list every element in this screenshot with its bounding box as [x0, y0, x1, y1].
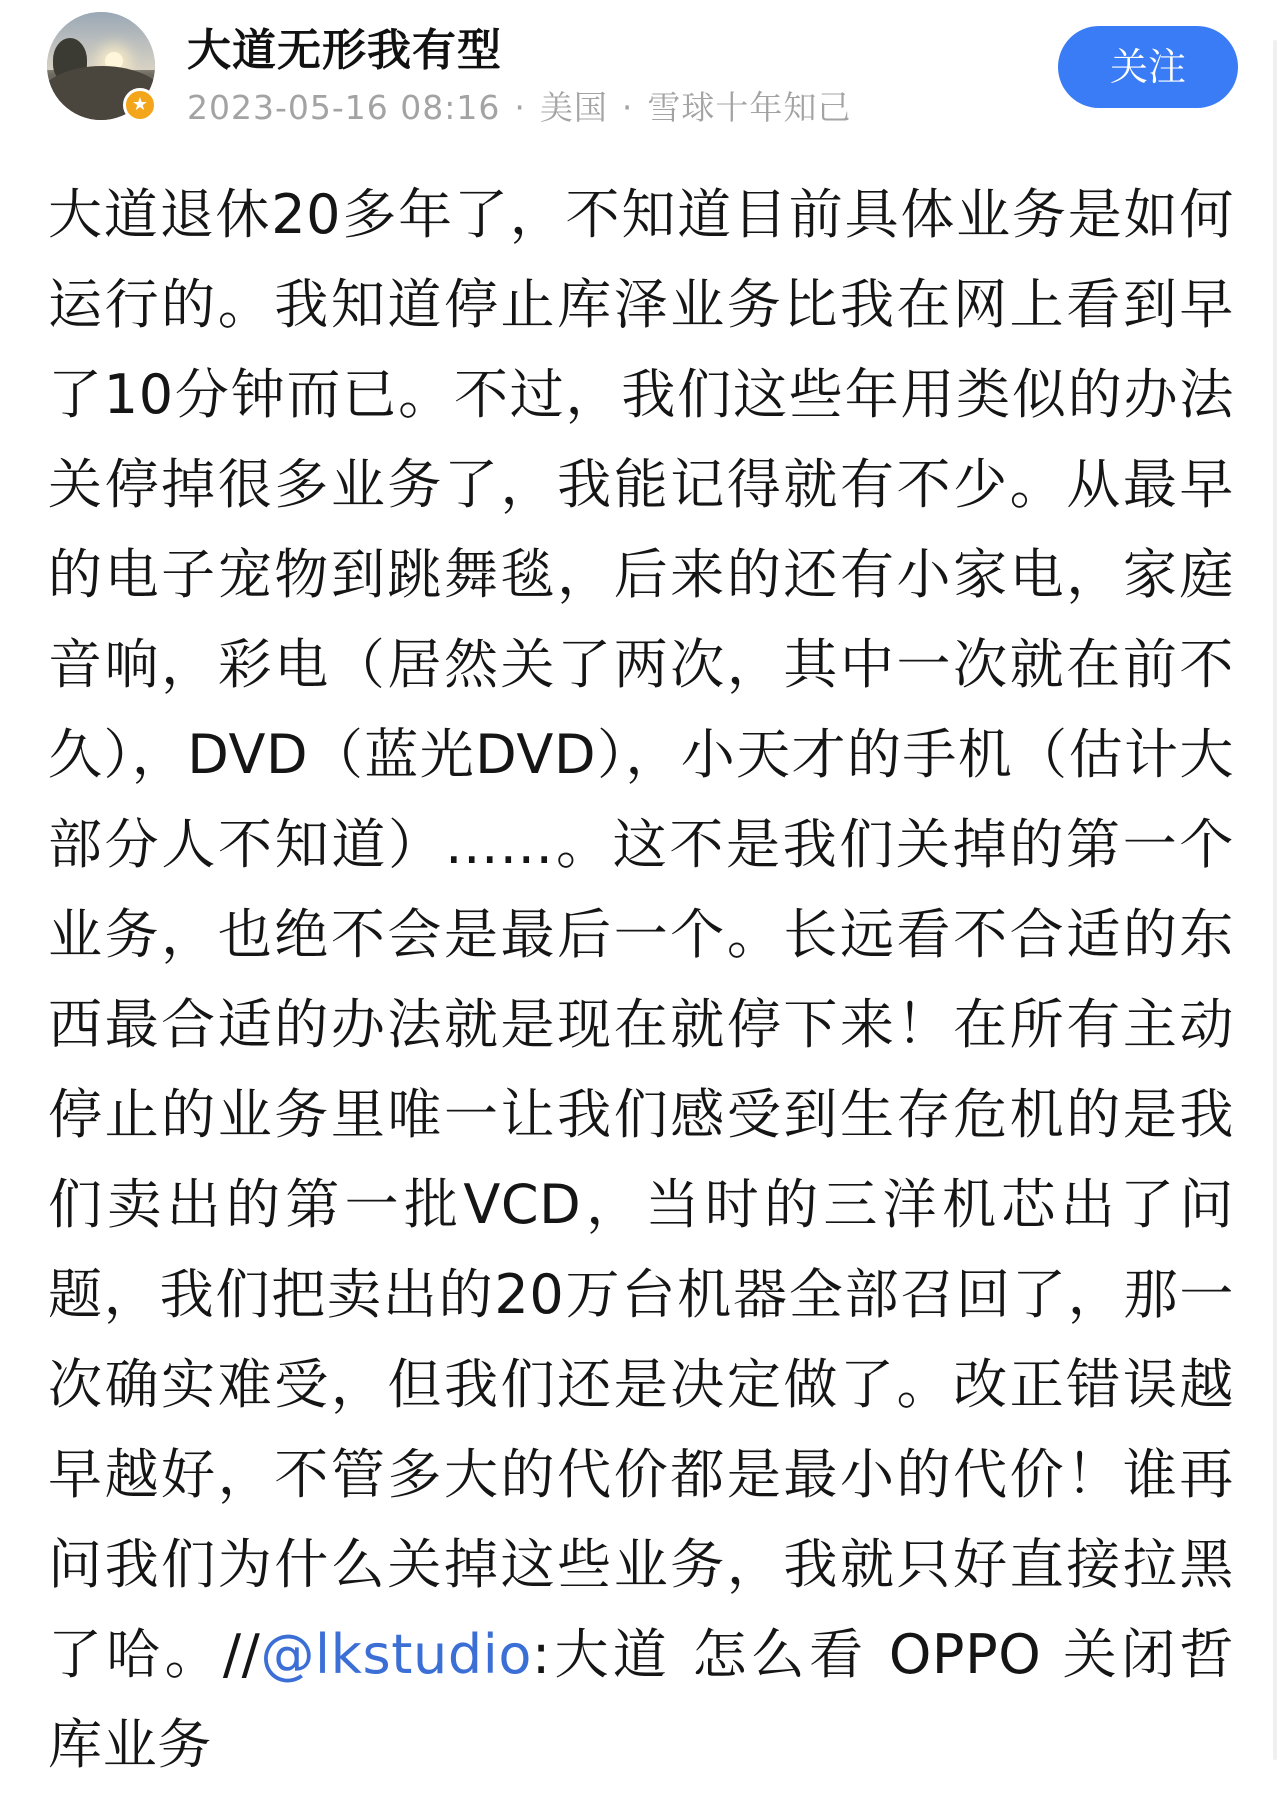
post-header: [0, 0, 1281, 150]
mention-link[interactable]: @lkstudio: [260, 1623, 532, 1686]
user-badge-text: 雪球十年知己: [647, 88, 852, 127]
meta-separator: ·: [514, 88, 526, 127]
post-text: 大道退休20多年了，不知道目前具体业务是如何运行的。我知道停止库泽业务比我在网上看到早了10分钟而已。不过，我们这些年用类似的办法关停掉很多业务了，我能记得就有不少。从最早的电子宠物到跳舞毯，后来的还有小家电，家庭音响，彩电（居然关了两次，其中一次就在前不久），DVD（蓝光DVD），小天才的手机（估计大部分人不知道）……。这不是我们关掉的第一个业务，也绝不会是最后一个。长远看不合适的东西最合适的办法就是现在就停下来！在所有主动停止的业务里唯一让我们感受到生存危机的是我们卖出的第一批VCD，当时的三洋机芯出了问题，我们把卖出的20万台机器全部召回了，那一次确实难受，但我们还是决定做了。改正错误越早越好，不管多大的代价都是最小的代价！谁再问我们为什么关掉这些业务，我就只好直接拉黑了哈。//: [48, 183, 1234, 1686]
username[interactable]: 大道无形我有型: [187, 25, 502, 76]
star-badge-icon: ★: [123, 88, 157, 122]
post-quoted-text: :大道 怎么看 OPPO 关闭哲库业务: [48, 1623, 1234, 1776]
scrollbar[interactable]: [1273, 40, 1277, 1760]
post-body: [48, 170, 1234, 1790]
post-date: 2023-05-16 08:16: [187, 88, 501, 127]
follow-button[interactable]: 关注: [1058, 26, 1238, 108]
post-meta: [187, 82, 851, 129]
meta-separator: ·: [621, 88, 634, 127]
post-location: 美国: [539, 88, 608, 127]
